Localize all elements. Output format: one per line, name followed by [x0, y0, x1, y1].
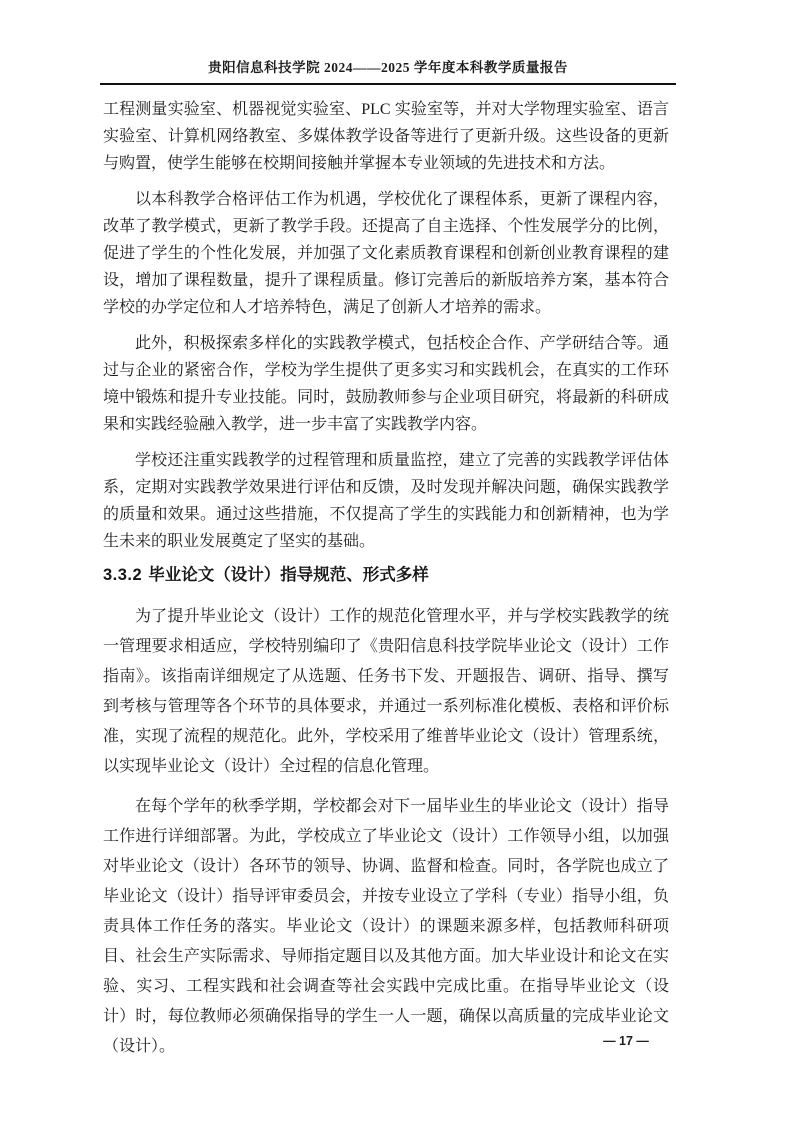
paragraph: 为了提升毕业论文（设计）工作的规范化管理水平，并与学校实践教学的统一管理要求相适应，学校特别编印了《贵阳信息科技学院毕业论文（设计）工作指南》。该指南详细规定了从选题、任务书下发、开题报告、调研、指导、撰写到考核与管理等各个环节的具体要求，并通过一系列标准化模板、表格和评价标准，实现了流程的规范化。此外，学校采用了维普毕业论文（设计）管理系统，以实现毕业论文（设计）全过程的信息化管理。 — [103, 608, 669, 775]
section-heading — [103, 564, 669, 586]
section-title: 毕业论文（设计）指导规范、形式多样 — [148, 566, 429, 584]
header-title: 贵阳信息科技学院 2024——2025 学年度本科教学质量报告 — [208, 60, 568, 75]
page-header — [100, 56, 676, 85]
paragraph: 学校还注重实践教学的过程管理和质量监控，建立了完善的实践教学评估体系，定期对实践教学效果进行评估和反馈，及时发现并解决问题，确保实践教学的质量和效果。通过这些措施，不仅提高了学生的实践能力和创新精神，也为学生未来的职业发展奠定了坚实的基础。 — [103, 452, 669, 550]
paragraph: 此外，积极探索多样化的实践教学模式，包括校企合作、产学研结合等。通过与企业的紧密合作，学校为学生提供了更多实习和实践机会，在真实的工作环境中锻炼和提升专业技能。同时，鼓励教师参与企业项目研究，将最新的科研成果和实践经验融入教学，进一步丰富了实践教学内容。 — [103, 335, 669, 433]
paragraph: 在每个学年的秋季学期，学校都会对下一届毕业生的毕业论文（设计）指导工作进行详细部署。为此，学校成立了毕业论文（设计）工作领导小组，以加强对毕业论文（设计）各环节的领导、协调、监督和检查。同时，各学院也成立了毕业论文（设计）指导评审委员会，并按专业设立了学科（专业）指导小组，负责具体工作任务的落实。毕业论文（设计）的课题来源多样，包括教师科研项目、社会生产实际需求、导师指定题目以及其他方面。加大毕业设计和论文在实验、实习、工程实践和社会调查等社会实践中完成比重。在指导毕业论文（设计）时，每位教师必须确保指导的学生一人一题，确保以高质量的完成毕业论文（设计）。 — [103, 798, 669, 1055]
section-number: 3.3.2 — [103, 566, 143, 584]
document-body — [103, 96, 669, 1072]
page-number: — 17 — — [603, 1034, 649, 1048]
paragraph-continuation: 工程测量实验室、机器视觉实验室、PLC 实验室等，并对大学物理实验室、语言实验室、计算机网络教室、多媒体教学设备等进行了更新升级。这些设备的更新与购置，使学生能够在校期间接触并掌握本专业领域的先进技术和方法。 — [103, 101, 669, 172]
paragraph: 以本科教学合格评估工作为机遇，学校优化了课程体系，更新了课程内容，改革了教学模式，更新了教学手段。还提高了自主选择、个性发展学分的比例，促进了学生的个性化发展，并加强了文化素质教育课程和创新创业教育课程的建设，增加了课程数量，提升了课程质量。修订完善后的新版培养方案，基本符合学校的办学定位和人才培养特色，满足了创新人才培养的需求。 — [103, 191, 669, 316]
